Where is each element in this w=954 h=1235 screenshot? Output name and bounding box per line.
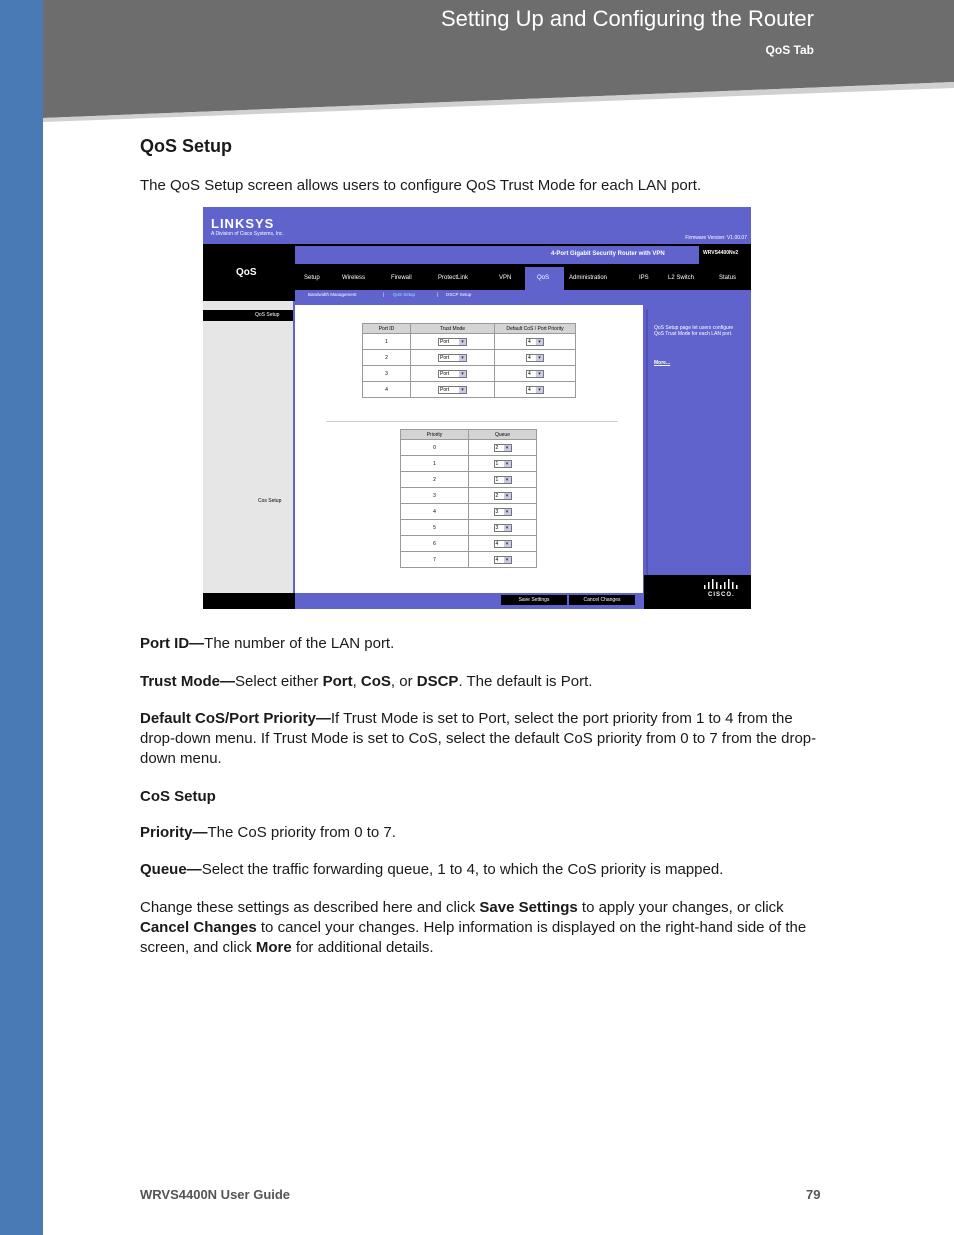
subtab-bar xyxy=(295,290,751,301)
help-panel xyxy=(646,309,751,593)
subtab-qos-setup[interactable]: QoS Setup xyxy=(393,292,416,297)
tab-qos[interactable]: QoS xyxy=(537,275,550,281)
col-trust-mode: Trust Mode xyxy=(411,324,495,334)
chevron-down-icon: ▾ xyxy=(504,541,511,547)
qos-setup-label: QoS Setup xyxy=(255,312,280,318)
footer-guide-title: WRVS4400N User Guide xyxy=(140,1187,291,1202)
trust-mode-table xyxy=(362,323,576,398)
tab-setup[interactable]: Setup xyxy=(304,275,320,281)
section-divider xyxy=(326,421,618,422)
chevron-down-icon: ▾ xyxy=(504,557,511,563)
subtab-separator: | xyxy=(437,292,439,297)
chevron-down-icon: ▾ xyxy=(504,525,511,531)
priority-select[interactable]: 4 ▾ xyxy=(526,370,544,378)
save-settings-button[interactable]: Save Settings xyxy=(501,595,567,605)
queue-select[interactable]: 1 ▾ xyxy=(494,460,512,468)
queue-select[interactable]: 4 ▾ xyxy=(494,556,512,564)
port-id-cell: 1 xyxy=(363,334,411,350)
chevron-down-icon: ▾ xyxy=(504,461,511,467)
queue-select[interactable]: 2 ▾ xyxy=(494,444,512,452)
firmware-version: Firmware Version: V1.00.07 xyxy=(685,235,747,241)
port-id-cell: 4 xyxy=(363,382,411,398)
chevron-down-icon: ▾ xyxy=(536,371,543,377)
priority-cell: 1 xyxy=(401,456,469,472)
cos-queue-table xyxy=(400,429,537,568)
cisco-wordmark: CISCO. xyxy=(708,592,735,598)
table-row xyxy=(401,440,537,456)
col-priority: Priority xyxy=(401,430,469,440)
footer-page-number: 79 xyxy=(806,1187,821,1202)
priority-select[interactable]: 4 ▾ xyxy=(526,386,544,394)
table-row xyxy=(363,366,576,382)
chevron-down-icon: ▾ xyxy=(504,509,511,515)
port-id-cell: 3 xyxy=(363,366,411,382)
trust-mode-paragraph: Trust Mode—Select either Port, CoS, or DSCP. The default is Port. xyxy=(140,673,593,690)
logo-bar xyxy=(203,207,751,244)
router-screenshot xyxy=(203,207,751,609)
cos-setup-heading: CoS Setup xyxy=(140,788,216,805)
tab-l2-switch[interactable]: L2 Switch xyxy=(668,275,695,281)
col-default-priority: Default CoS / Port Priority xyxy=(495,324,576,334)
table-row xyxy=(401,488,537,504)
chevron-down-icon: ▾ xyxy=(536,355,543,361)
chevron-down-icon: ▾ xyxy=(459,387,466,393)
tab-firewall[interactable]: Firewall xyxy=(391,275,412,281)
priority-select[interactable]: 4 ▾ xyxy=(526,338,544,346)
priority-paragraph: Priority—The CoS priority from 0 to 7. xyxy=(140,824,396,841)
cisco-logo-icon xyxy=(703,579,743,591)
tab-wireless[interactable]: Wireless xyxy=(342,275,366,281)
port-id-paragraph: Port ID—The number of the LAN port. xyxy=(140,635,395,652)
queue-select[interactable]: 3 ▾ xyxy=(494,524,512,532)
bottom-left-block xyxy=(203,593,295,609)
priority-cell: 0 xyxy=(401,440,469,456)
help-text: QoS Setup page let users configure QoS Trust Mode for each LAN port. xyxy=(654,325,734,337)
priority-cell: 4 xyxy=(401,504,469,520)
table-row xyxy=(401,536,537,552)
trust-mode-select[interactable]: Port ▾ xyxy=(438,386,467,394)
table-row xyxy=(401,456,537,472)
priority-cell: 6 xyxy=(401,536,469,552)
chevron-down-icon: ▾ xyxy=(504,493,511,499)
chevron-down-icon: ▾ xyxy=(459,355,466,361)
tab-vpn[interactable]: VPN xyxy=(499,275,512,281)
page-header xyxy=(43,0,954,122)
queue-select[interactable]: 2 ▾ xyxy=(494,492,512,500)
product-name: 4-Port Gigabit Security Router with VPN xyxy=(551,251,665,257)
chevron-down-icon: ▾ xyxy=(459,371,466,377)
section-title: QoS Setup xyxy=(140,136,233,156)
chevron-down-icon: ▾ xyxy=(536,339,543,345)
queue-select[interactable]: 1 ▾ xyxy=(494,476,512,484)
subtab-separator: | xyxy=(383,292,385,297)
tab-ips[interactable]: IPS xyxy=(639,275,649,281)
col-port-id: Port ID xyxy=(363,324,411,334)
cos-setup-label: Cos Setup xyxy=(258,498,282,504)
trust-mode-select[interactable]: Port ▾ xyxy=(438,354,467,362)
left-label-bar xyxy=(203,310,293,321)
model-name: WRVS4400Nv2 xyxy=(703,250,739,256)
chevron-down-icon: ▾ xyxy=(504,477,511,483)
queue-paragraph: Queue—Select the traffic forwarding queue, 1 to 4, to which the CoS priority is mapped. xyxy=(140,861,724,878)
priority-cell: 7 xyxy=(401,552,469,568)
table-row xyxy=(401,520,537,536)
queue-select[interactable]: 3 ▾ xyxy=(494,508,512,516)
chevron-down-icon: ▾ xyxy=(504,445,511,451)
subtab-dscp-setup[interactable]: DSCP Setup xyxy=(446,292,472,297)
col-queue: Queue xyxy=(469,430,537,440)
left-panel xyxy=(203,301,293,609)
priority-cell: 2 xyxy=(401,472,469,488)
table-row xyxy=(363,334,576,350)
default-priority-paragraph: Default CoS/Port Priority—If Trust Mode is set to Port, select the port priority from 1 to 4 from the drop-down menu. If Trust Mode is set to CoS, select the default CoS priority from 0 to 7 from the drop-down menu. xyxy=(140,710,817,767)
trust-mode-select[interactable]: Port ▾ xyxy=(438,370,467,378)
header-subtitle: QoS Tab xyxy=(765,43,814,57)
table-row xyxy=(363,382,576,398)
logo-subtitle: A Division of Cisco Systems, Inc. xyxy=(211,231,284,237)
tab-administration[interactable]: Administration xyxy=(569,275,608,281)
tab-status[interactable]: Status xyxy=(719,275,737,281)
table-row xyxy=(401,472,537,488)
chevron-down-icon: ▾ xyxy=(536,387,543,393)
left-accent-bar xyxy=(0,0,43,1235)
table-row xyxy=(401,552,537,568)
priority-select[interactable]: 4 ▾ xyxy=(526,354,544,362)
priority-cell: 3 xyxy=(401,488,469,504)
priority-cell: 5 xyxy=(401,520,469,536)
tab-protectlink[interactable]: ProtectLink xyxy=(438,275,469,281)
cancel-changes-button[interactable]: Cancel Changes xyxy=(569,595,635,605)
subtab-bandwidth-management[interactable]: Bandwidth Management xyxy=(308,292,357,297)
queue-select[interactable]: 4 ▾ xyxy=(494,540,512,548)
port-id-cell: 2 xyxy=(363,350,411,366)
header-title: Setting Up and Configuring the Router xyxy=(440,6,814,31)
linksys-logo: LINKSYS xyxy=(211,216,275,231)
intro-paragraph: The QoS Setup screen allows users to configure QoS Trust Mode for each LAN port. xyxy=(140,177,702,194)
trust-mode-select[interactable]: Port ▾ xyxy=(438,338,467,346)
table-row xyxy=(401,504,537,520)
more-link[interactable]: More... xyxy=(654,360,671,366)
chevron-down-icon: ▾ xyxy=(459,339,466,345)
table-row xyxy=(363,350,576,366)
page-label: QoS xyxy=(236,267,257,278)
change-settings-paragraph: Change these settings as described here and click Save Settings to apply your changes, or click Cancel Changes to cancel your changes. Help information is displayed on the right-hand side of the screen, and click More for additional details. xyxy=(140,899,807,956)
